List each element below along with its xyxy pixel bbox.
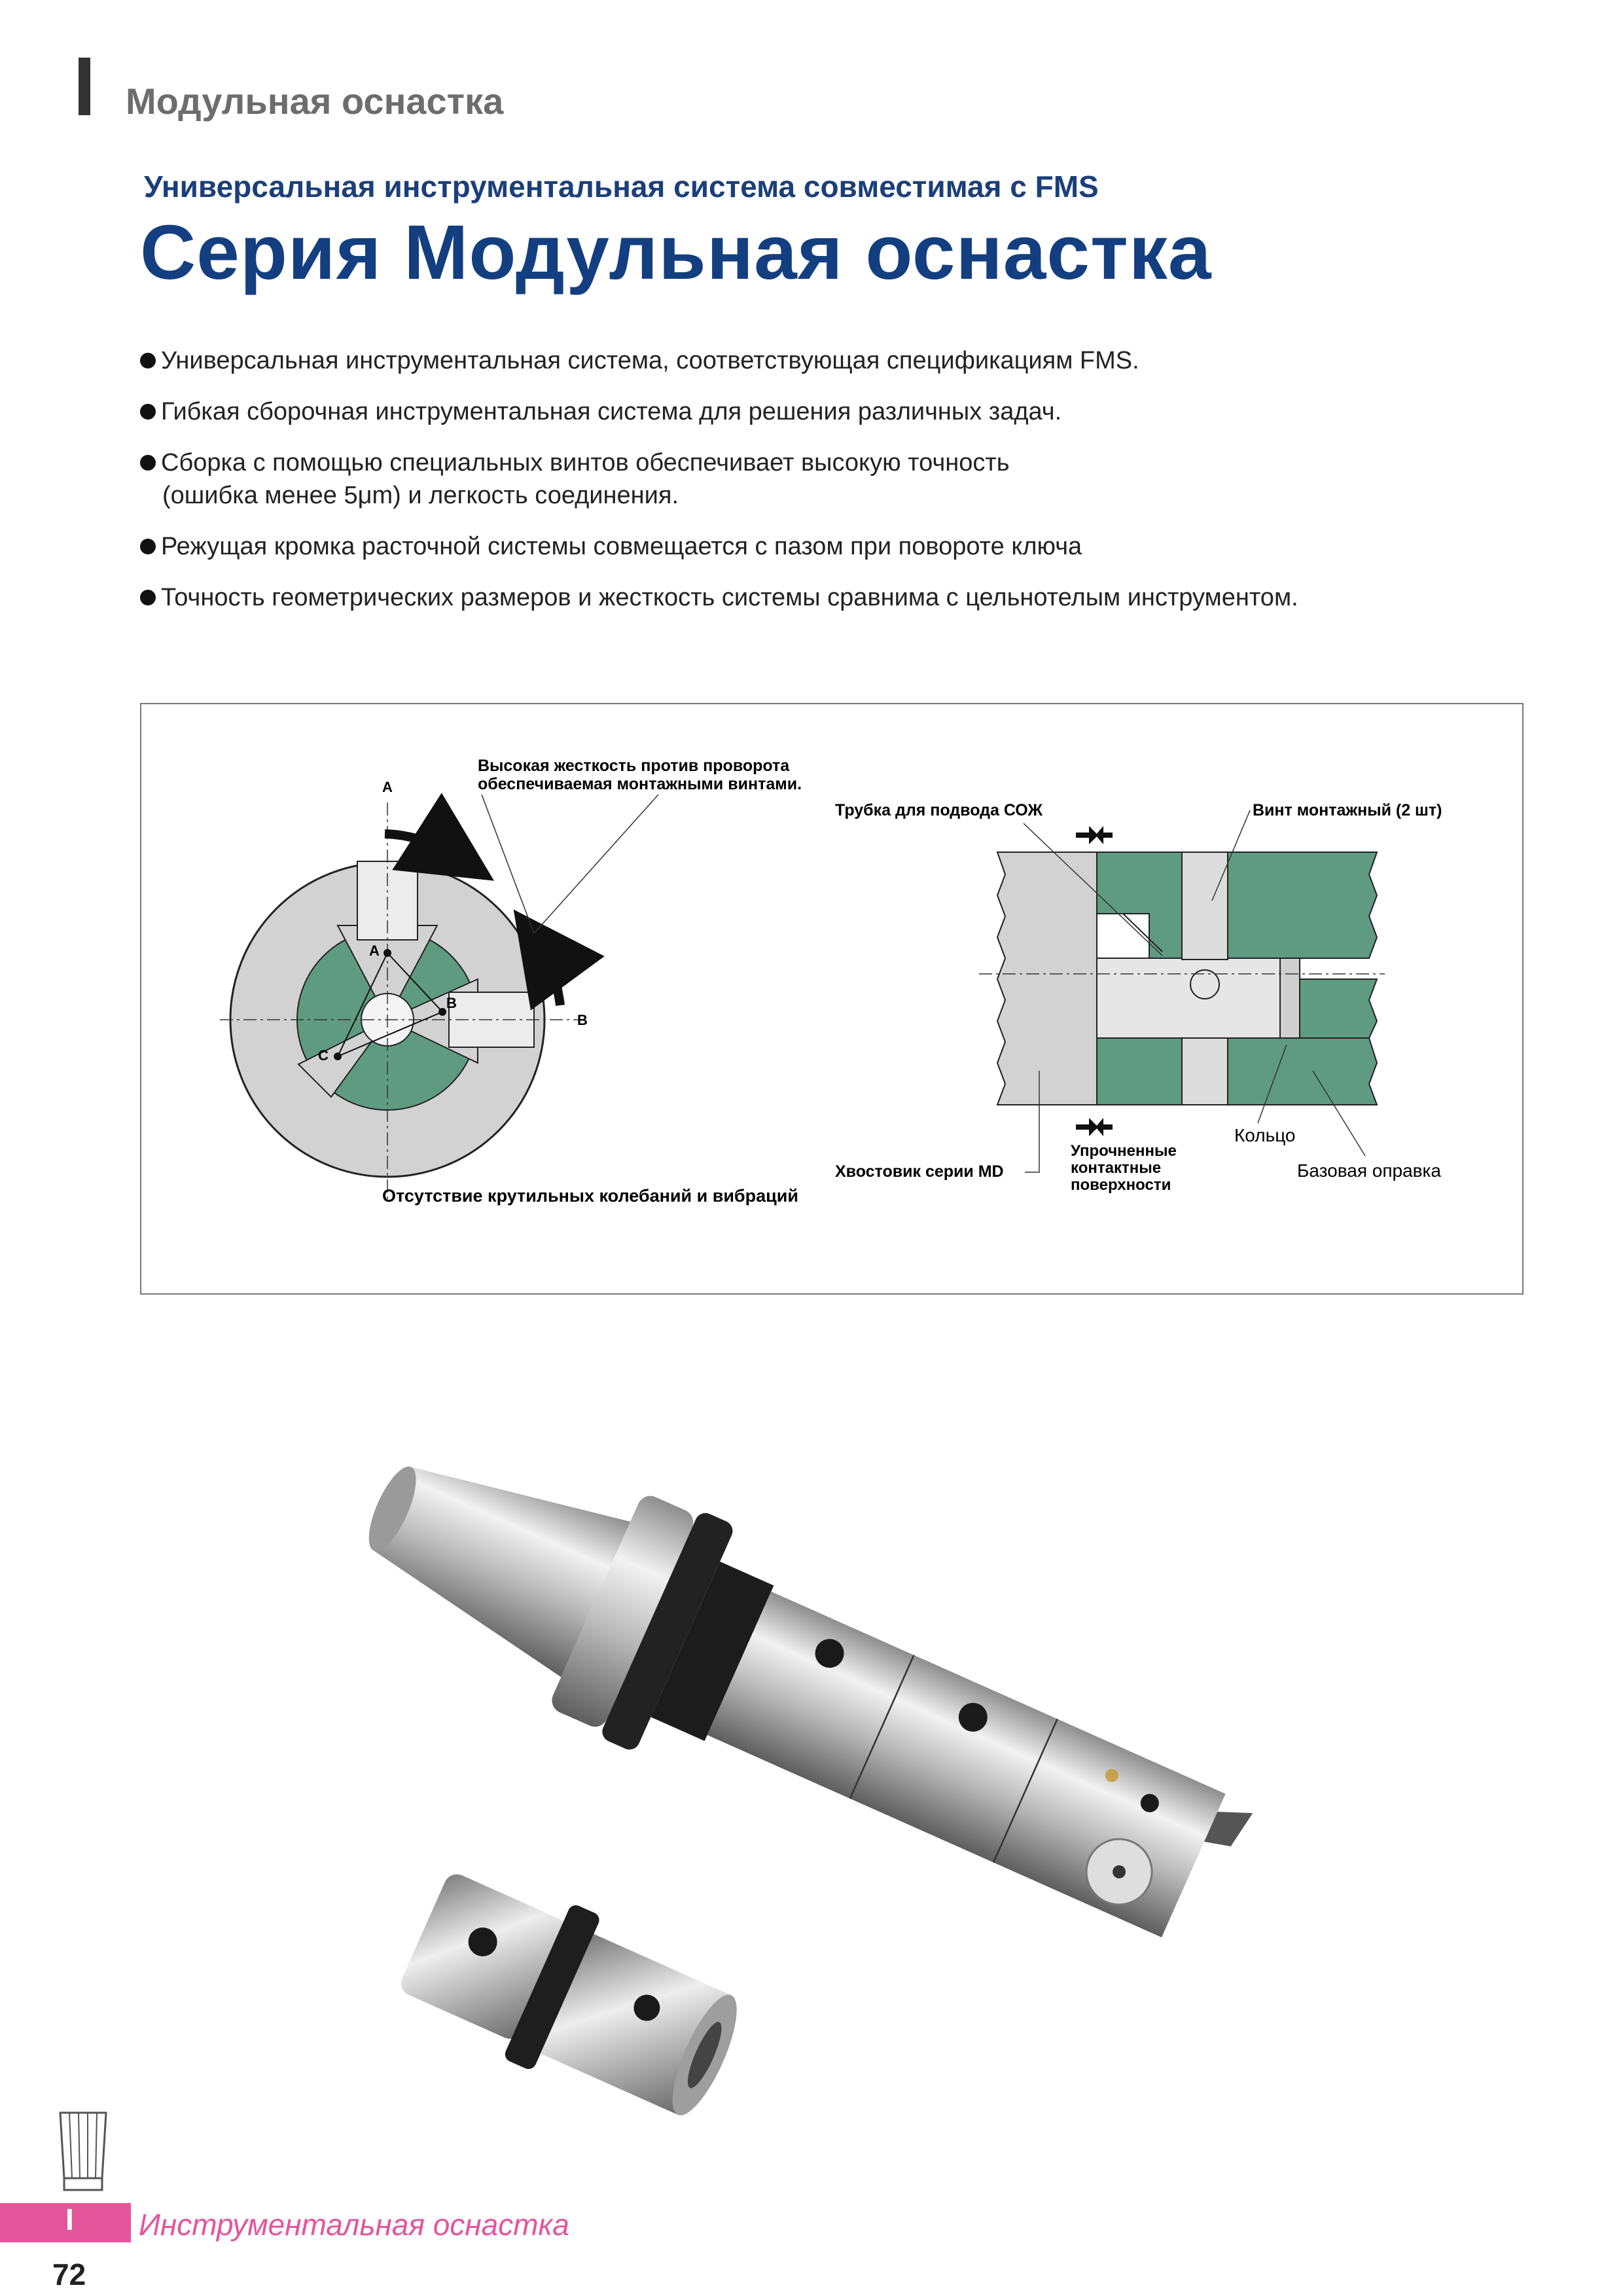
page-number: 72 <box>52 2257 86 2291</box>
mounting-screw-bottom <box>1182 1038 1228 1105</box>
bullet-icon <box>140 353 156 368</box>
longitudinal-section-view <box>835 801 1442 1194</box>
base-holder-top <box>1097 852 1377 958</box>
left-caption: Отсутствие крутильных колебаний и вибраций <box>382 1186 798 1206</box>
feature-text: Гибкая сборочная инструментальная система для решения различных задач. <box>161 398 1062 425</box>
feature-list <box>140 344 1514 632</box>
feature-text: Универсальная инструментальная система, соответствующая спецификациям FMS. <box>161 347 1139 374</box>
label-md-shank: Хвостовик серии MD <box>835 1162 1004 1181</box>
rotation-arrow-top <box>385 834 455 856</box>
md-shank-module <box>389 1852 757 2141</box>
footer-title: Инструментальная оснастка <box>139 2208 569 2242</box>
axis-a-label: A <box>382 779 393 795</box>
product-photo <box>281 1394 1414 2193</box>
footer-section-number: I <box>65 2202 74 2236</box>
label-base-holder: Базовая оправка <box>1297 1160 1441 1181</box>
callout-text: обеспечиваемая монтажными винтами. <box>478 775 802 793</box>
label-coolant-tube: Трубка для подвода СОЖ <box>835 801 1043 819</box>
collet-icon <box>47 2106 119 2204</box>
page-subtitle: Универсальная инструментальная система совместимая с FMS <box>144 170 1099 204</box>
feature-text-continued: (ошибка менее 5μm) и легкость соединения. <box>162 482 679 509</box>
bullet-icon <box>140 404 156 420</box>
axis-b-label: B <box>577 1012 588 1028</box>
section-title: Модульная оснастка <box>126 81 504 122</box>
technical-diagram <box>141 704 1522 1293</box>
cross-section-view <box>220 757 802 1206</box>
feature-item <box>140 581 1514 614</box>
page-title: Серия Модульная оснастка <box>140 209 1212 296</box>
feature-text: Точность геометрических размеров и жесткость системы сравнима с цельнотелым инструментом. <box>161 584 1298 611</box>
feature-text: Сборка с помощью специальных винтов обеспечивает высокую точность <box>161 449 1010 476</box>
bullet-icon <box>140 590 156 605</box>
inner-insert <box>1097 958 1287 1038</box>
callout-text: Высокая жесткость против проворота <box>478 757 790 775</box>
base-holder-bottom <box>1097 1038 1377 1105</box>
mounting-screw-top <box>1182 852 1228 960</box>
ring-part <box>1280 958 1300 1038</box>
bullet-icon <box>140 455 156 471</box>
bullet-icon <box>140 539 156 554</box>
feature-text: Режущая кромка расточной системы совмещается с пазом при повороте ключа <box>161 533 1082 560</box>
svg-text:поверхности: поверхности <box>1071 1176 1171 1194</box>
feature-item <box>140 395 1514 428</box>
md-shank <box>997 852 1097 1105</box>
label-mounting-screw: Винт монтажный (2 шт) <box>1253 801 1442 819</box>
label-ring: Кольцо <box>1234 1125 1296 1145</box>
technical-diagram-box <box>140 703 1524 1295</box>
section-marker <box>79 58 90 115</box>
point-b-label: B <box>446 995 457 1011</box>
feature-item <box>140 530 1514 563</box>
point-a-label: A <box>369 942 380 959</box>
svg-text:контактные: контактные <box>1071 1159 1162 1177</box>
label-hardened-surfaces: Упрочненные <box>1071 1142 1177 1160</box>
point-c-label: C <box>318 1047 329 1064</box>
feature-item <box>140 344 1514 377</box>
feature-item <box>140 446 1514 512</box>
